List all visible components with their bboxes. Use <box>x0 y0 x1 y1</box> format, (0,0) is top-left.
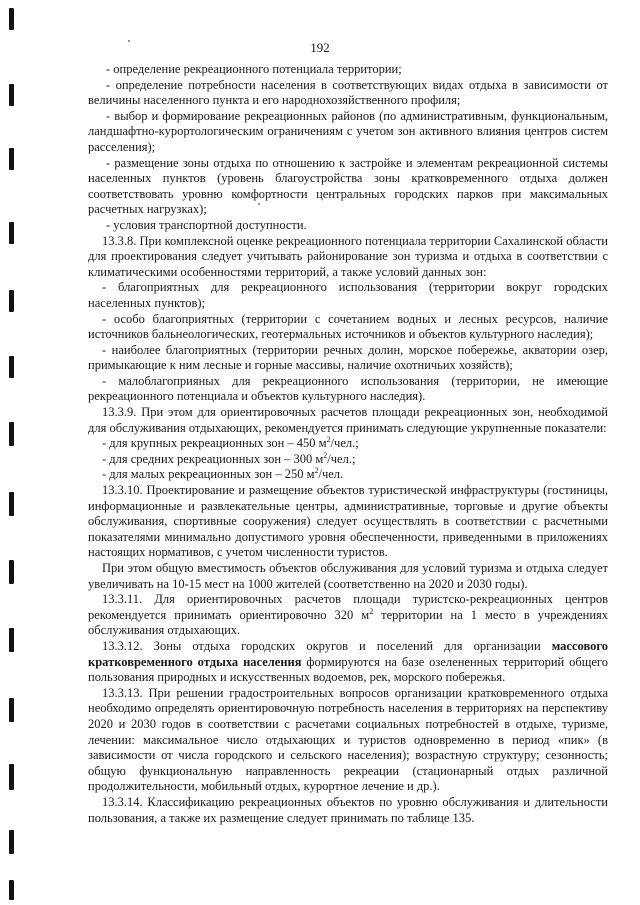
paragraph: 13.3.10. Проектирование и размещение объектов туристической инфраструктуры (гостиницы, информационные и развлекательные центры, административные, торговые и другие объекты обслуживания, спортивные сооружения) следует осуществлять в соответствии с расчетными показателями минимально допустимого уровня обеспеченности, приведенными в приложениях настоящих нормативов, с учетом численности туристов. <box>88 483 608 560</box>
bold-phrase: массового кратковременного отдыха населения <box>88 638 608 669</box>
paragraph: При этом общую вместимость объектов обслуживания для условий туризма и отдыха следует увеличивать на 10-15 мест на 1000 жителей (соответственно на 2020 и 2030 годы). <box>88 561 608 591</box>
paragraph: - размещение зоны отдыха по отношению к застройке и элементам рекреационной системы населенных пунктов (уровень благоустройства зоны кратковременного отдыха должен соответствовать уровню комфортности центральных городских парков при максимальных расчетных нагрузках); <box>88 155 608 217</box>
paragraph: - особо благоприятных (территории с сочетанием водных и лесных ресурсов, наличие источников бальнеологических, геотермальных источников и объектов культурного наследия); <box>88 311 608 342</box>
paragraph: 13.3.11. Для ориентировочных расчетов площади туристско-рекреационных центров рекомендуется принимать ориентировочно 320 $м^2$ территории на 1 место в учреждениях обслуживания отдыхающих. <box>88 592 609 638</box>
indicator-line: - для малых рекреационных зон – 250 $м^2$/чел. <box>102 466 344 482</box>
paragraph: 13.3.14. Классификацию рекреационных объектов по уровню обслуживания и длительности пользования, а также их размещение следует принимать по таблице 135. <box>88 794 608 825</box>
paragraph: 13.3.12. Зоны отдыха городских округов и поселений для организации массового кратковременного отдыха населения формируются на базе озелененных территорий общего пользования природных и искусственных водоемов, рек, морского побережья. <box>88 638 609 685</box>
indicator-line: - для крупных рекреационных зон – 450 $м^2$/чел.; <box>102 435 359 451</box>
paragraph: - благоприятных для рекреационного использования (территории вокруг городских населенных пунктов); <box>88 280 608 310</box>
paragraph: 13.3.13. При решении градостроительных вопросов организации кратковременного отдыха необходимо определять ориентировочную потребность населения в территориях на перспективу 2020 и 2030 годов в соответствии с расчетами социальных потребностей в отдыхе, туризме, лечении: максимальное число отдыхающих и туристов одновременно в период «пик» (в зависимости от числа городского и сельского населения); возрастную структуру; сезонность; общую функциональную направленность рекреации (стационарный отдых различной продолжительности, мобильный отдых, курортное лечение и др.). <box>88 685 608 794</box>
paragraph: 13.3.8. При комплексной оценке рекреационного потенциала территории Сахалинской области для проектирования следует учитывать районирование зон туризма и отдыха в соответствии с климатическими особенностями территорий, а также условий данных зон: <box>88 233 608 279</box>
paragraph: 13.3.9. При этом для ориентировочных расчетов площади рекреационных зон, необходимой для обслуживания отдыхающих, рекомендуется принимать следующие укрупненные показатели: <box>88 405 608 435</box>
paragraph: - условия транспортной доступности. <box>106 217 307 232</box>
binding-marks <box>9 0 15 905</box>
paragraph: - определение потребности населения в соответствующих видах отдыха в зависимости от величины населенного пункта и его народнохозяйственного профиля; <box>88 77 608 108</box>
paragraph: - определение рекреационного потенциала территории; <box>106 62 402 76</box>
indicator-line: - для средних рекреационных зон – 300 $м^2$/чел.; <box>102 450 356 466</box>
paragraph: - малоблагоприяных для рекреационного использования (территории, не имеющие рекреационного потенциала и объектов культурного наследия). <box>88 373 608 404</box>
paragraph: - выбор и формирование рекреационных районов (по административным, функциональным, ландшафтно-курортологическим ограничениям с учетом зон активного влияния центров систем расселения); <box>88 108 608 154</box>
document-body <box>88 62 608 826</box>
page-number: 192 <box>310 40 330 55</box>
paragraph: - наиболее благоприятных (территории речных долин, морское побережье, акватории озер, примыкающие к ним лесные и горные массивы, наличие охотничьих хозяйств); <box>88 342 608 373</box>
